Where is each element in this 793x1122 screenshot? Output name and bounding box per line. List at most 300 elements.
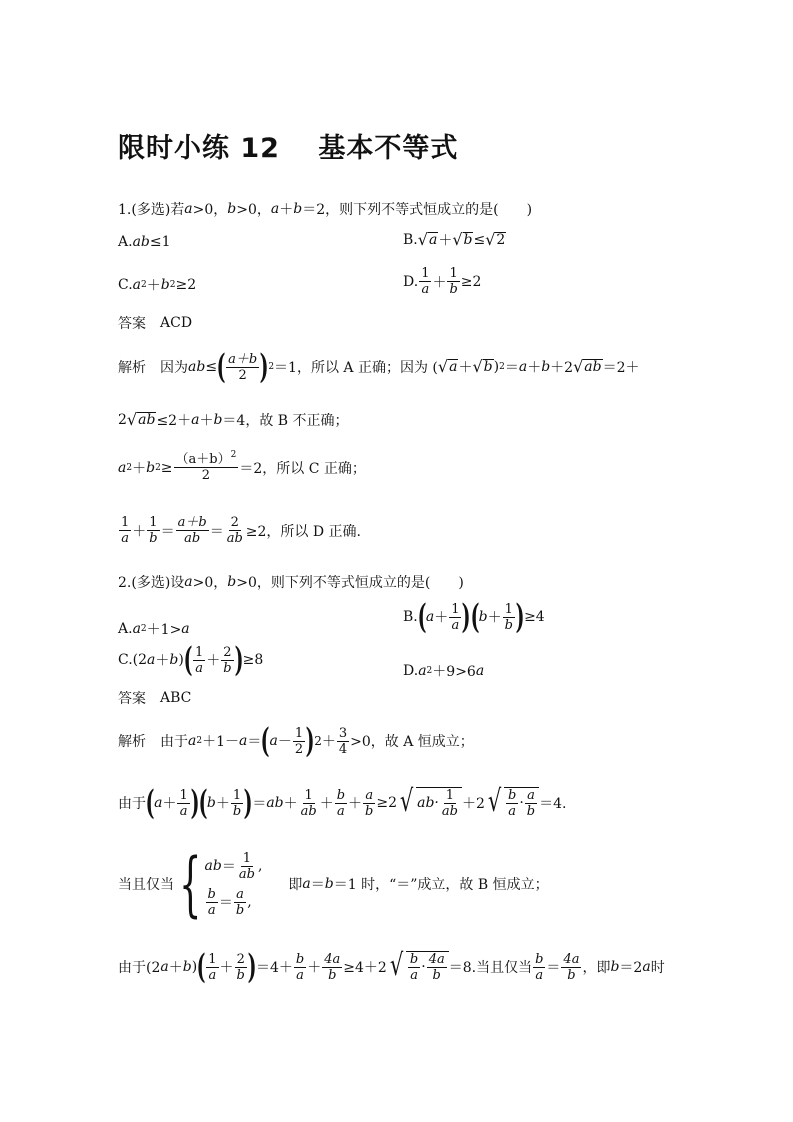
q1-analysis-line-3: a 2 ＋ b 2 ≥ $\frac{(a+b)^2}{2}$ ＝2，所以 C 正确； xyxy=(118,450,366,483)
math-fragment: ，即 xyxy=(582,960,611,976)
math-fragment: ＝1 时，“＝”成立，故 B 恒成立； xyxy=(333,877,549,893)
fraction xyxy=(506,788,518,819)
math-fragment: ＋ xyxy=(527,360,542,376)
math-fragment: a xyxy=(121,531,130,546)
radical xyxy=(485,784,539,819)
math-fragment: √ xyxy=(487,784,502,819)
math-fragment: ) xyxy=(178,652,184,668)
math-fragment: ＋ xyxy=(458,360,473,376)
fraction xyxy=(337,726,349,757)
math-fragment: b xyxy=(535,951,544,967)
fraction xyxy=(447,266,459,297)
math-fragment: √ xyxy=(389,948,404,983)
math-fragment: ab xyxy=(226,531,243,546)
math-fragment: ab xyxy=(188,359,206,375)
math-fragment: a xyxy=(239,733,248,749)
math-fragment xyxy=(495,232,506,248)
math-fragment xyxy=(504,787,539,819)
math-fragment: a xyxy=(188,733,197,749)
math-fragment: b xyxy=(541,359,551,375)
radical xyxy=(387,948,449,983)
math-fragment: 因为 xyxy=(160,360,188,376)
q1-option-d xyxy=(403,266,481,297)
math-fragment: a xyxy=(428,232,438,248)
math-fragment: a xyxy=(184,201,193,217)
math-fragment: a xyxy=(132,277,142,293)
math-fragment: a xyxy=(425,609,435,625)
math-fragment: ≥2 xyxy=(376,795,397,811)
math-fragment: a xyxy=(191,412,200,428)
math-fragment: b xyxy=(526,804,536,819)
math-fragment: ) xyxy=(493,359,500,375)
math-fragment: ≥8 xyxy=(242,652,264,668)
fraction xyxy=(237,851,257,882)
math-fragment: a xyxy=(184,574,193,590)
math-fragment: a xyxy=(296,967,304,983)
math-fragment: B. xyxy=(403,609,418,625)
math-fragment: ＋ xyxy=(199,413,214,429)
math-fragment: ABC xyxy=(160,690,192,706)
fraction xyxy=(525,788,537,819)
fraction xyxy=(206,887,218,918)
math-fragment: ≥2 xyxy=(175,277,197,293)
math-fragment: b xyxy=(449,282,458,297)
math-fragment: a xyxy=(421,282,430,297)
q1-option-a xyxy=(118,234,171,250)
math-fragment: √ xyxy=(399,784,414,819)
fraction xyxy=(299,788,319,819)
math-fragment: a xyxy=(147,652,156,668)
fraction xyxy=(119,515,131,546)
math-fragment: ＋2 xyxy=(461,796,485,812)
parenthesis: ( xyxy=(470,597,480,637)
math-fragment: b xyxy=(432,968,441,983)
math-fragment: a xyxy=(518,359,528,375)
q2-stem xyxy=(118,572,464,592)
math-fragment: 1 xyxy=(504,601,513,617)
math-fragment: ab xyxy=(204,858,222,874)
radical xyxy=(472,359,493,375)
math-fragment: √ xyxy=(417,230,428,249)
math-fragment: a xyxy=(410,968,418,983)
math-fragment: ab xyxy=(584,359,602,375)
math-fragment: ＝2 xyxy=(619,960,643,976)
math-fragment xyxy=(205,848,263,920)
math-fragment: a xyxy=(208,967,217,983)
math-fragment: · xyxy=(519,795,524,811)
math-fragment: a xyxy=(535,967,544,983)
math-fragment: 1 xyxy=(194,644,204,660)
math-fragment: b xyxy=(504,617,513,633)
math-fragment: b xyxy=(169,652,179,668)
math-fragment: ＝ xyxy=(546,960,561,976)
math-fragment: a xyxy=(236,886,244,902)
math-fragment xyxy=(406,951,449,983)
math-fragment: ＋ xyxy=(307,960,322,976)
math-fragment xyxy=(137,412,156,428)
math-fragment: ＝ xyxy=(209,523,224,540)
math-fragment: √ xyxy=(472,357,483,376)
math-fragment: ＋ xyxy=(348,796,363,812)
radical xyxy=(397,784,462,819)
math-fragment xyxy=(174,452,239,468)
math-fragment: ≤ xyxy=(473,232,486,248)
q1-option-c: C. a 2 ＋ b 2 ≥2 xyxy=(118,277,197,294)
math-fragment: a xyxy=(475,663,485,679)
math-fragment: b xyxy=(235,902,245,918)
math-fragment: a xyxy=(154,795,163,811)
math-fragment: ab xyxy=(138,412,156,428)
math-fragment: ) xyxy=(191,959,198,975)
math-fragment: · xyxy=(421,959,426,975)
math-fragment: 即 xyxy=(288,877,303,893)
fraction xyxy=(335,788,347,819)
math-fragment xyxy=(483,359,494,375)
math-fragment: 解析 xyxy=(118,360,146,376)
math-fragment: >0， xyxy=(236,202,271,218)
q1-answer xyxy=(118,313,192,333)
math-fragment: 2 xyxy=(294,741,304,757)
math-fragment: ≤ xyxy=(205,359,218,375)
math-fragment: , xyxy=(257,858,263,874)
math-fragment: ab xyxy=(441,804,458,819)
q2-option-a: A. a 2 ＋1> a xyxy=(118,621,190,638)
math-fragment: ≥ xyxy=(160,459,173,476)
fraction xyxy=(363,788,375,819)
math-fragment: 答案 xyxy=(118,691,146,707)
fraction xyxy=(147,515,159,546)
math-fragment: 2.(多选)设 xyxy=(118,575,185,591)
q2-analysis-line-4 xyxy=(118,947,665,987)
math-fragment: ab xyxy=(132,234,150,250)
fraction xyxy=(533,952,545,983)
q2-option-d: D. a 2 ＋9>6 a xyxy=(403,663,485,680)
math-fragment: b xyxy=(232,803,242,819)
math-fragment: ＋ xyxy=(132,460,147,477)
math-fragment: √ xyxy=(437,357,449,376)
math-fragment: ＝2，则下列不等式恒成立的是( ) xyxy=(302,202,533,218)
fraction xyxy=(193,645,205,676)
math-fragment: ＋ xyxy=(146,278,161,294)
math-fragment: a xyxy=(160,959,169,975)
math-fragment: a xyxy=(269,733,278,749)
math-fragment: √ xyxy=(452,230,463,249)
math-fragment: √ xyxy=(126,410,138,429)
math-fragment: a xyxy=(195,660,203,676)
math-fragment: >0， xyxy=(192,575,228,591)
fraction xyxy=(176,515,209,546)
radical xyxy=(452,232,473,248)
math-fragment xyxy=(448,359,458,375)
radical xyxy=(573,359,603,375)
q1-stem xyxy=(118,199,532,219)
math-fragment: b xyxy=(146,459,156,476)
q2-analysis-line-1: 解析 由于 a 2 ＋1－ a ＝ ( a － $\frac{1}{2}$ ) 2 ＋ $\frac{3}{4}$ >0，故 A 恒成立； xyxy=(118,721,474,761)
parenthesis: ( xyxy=(198,783,208,823)
math-fragment: a xyxy=(336,803,345,819)
q1-analysis-line-4 xyxy=(118,515,361,546)
math-fragment: ＋ xyxy=(132,523,147,540)
math-fragment: a xyxy=(207,902,216,918)
math-fragment: a xyxy=(365,787,374,803)
math-fragment: ≤1 xyxy=(149,234,171,250)
fraction xyxy=(561,952,581,983)
math-fragment: b xyxy=(295,951,305,967)
math-fragment: a xyxy=(132,621,141,637)
math-fragment: b xyxy=(567,967,576,983)
math-fragment: 2 xyxy=(223,644,232,660)
math-fragment: ＝ xyxy=(221,859,236,875)
parenthesis: ( xyxy=(183,640,193,680)
math-fragment: 1 xyxy=(208,951,217,967)
math-fragment: ≤2＋ xyxy=(156,413,192,429)
math-fragment: a xyxy=(451,617,460,633)
q1-option-b xyxy=(403,230,506,250)
math-fragment: ＝4＋ xyxy=(255,960,293,976)
math-fragment: a＋b xyxy=(177,515,207,530)
math-fragment xyxy=(428,232,438,248)
fraction xyxy=(427,952,447,983)
math-fragment: ab xyxy=(300,803,317,819)
math-fragment: ＋ xyxy=(487,610,502,626)
fraction xyxy=(449,602,461,633)
math-fragment: b xyxy=(610,959,620,975)
math-fragment: a xyxy=(418,663,427,679)
math-fragment: 1.(多选)若 xyxy=(118,202,185,218)
math-fragment: b xyxy=(478,609,488,625)
math-fragment: ＋ xyxy=(321,734,336,750)
math-fragment: ＋ xyxy=(279,202,294,218)
math-fragment: 2 xyxy=(201,468,211,483)
math-fragment xyxy=(416,787,462,819)
math-fragment: >0，故 A 恒成立； xyxy=(350,734,474,750)
math-fragment: D. xyxy=(403,663,419,679)
radical xyxy=(438,359,459,375)
math-fragment: ≥2 xyxy=(460,273,482,290)
parenthesis: ( xyxy=(196,947,206,987)
math-fragment: ＋ xyxy=(432,274,447,291)
math-fragment: B. xyxy=(403,232,418,248)
math-fragment: 1 xyxy=(304,787,313,803)
math-fragment: ＝2，所以 C 正确； xyxy=(239,460,366,477)
math-fragment: b xyxy=(160,277,170,293)
math-fragment: 由于 xyxy=(160,734,188,750)
parenthesis: ) xyxy=(259,347,269,387)
math-fragment: A. xyxy=(118,234,133,250)
math-fragment: b xyxy=(236,967,245,983)
math-fragment: 1 xyxy=(232,787,242,803)
math-fragment: ＋9>6 xyxy=(432,664,476,680)
math-fragment: b xyxy=(213,412,223,428)
math-fragment: － xyxy=(277,734,292,750)
math-fragment: ＝4. xyxy=(539,796,567,812)
math-fragment: b xyxy=(223,660,232,676)
math-fragment: 1 xyxy=(242,850,252,866)
q2-analysis-line-3 xyxy=(118,843,549,925)
math-fragment: b xyxy=(336,787,346,803)
q2-option-c xyxy=(118,640,264,680)
fraction xyxy=(206,952,218,983)
math-fragment: 1 xyxy=(451,601,460,617)
exponent: 2 xyxy=(230,450,237,460)
math-fragment: >0，则下列不等式恒成立的是( ) xyxy=(236,575,464,591)
math-fragment: C. xyxy=(118,277,133,293)
math-fragment: 1 xyxy=(294,725,304,741)
math-fragment: b xyxy=(409,952,419,967)
math-fragment: b xyxy=(324,876,334,892)
math-fragment: ＋ xyxy=(438,233,453,249)
math-fragment: b xyxy=(508,788,517,803)
math-fragment: √ xyxy=(485,230,496,249)
math-fragment: ＋ xyxy=(168,960,183,976)
math-fragment: ＋ xyxy=(215,796,230,812)
radical xyxy=(418,232,439,248)
q1-analysis-line-2 xyxy=(118,410,349,430)
math-fragment: a xyxy=(181,621,190,637)
math-fragment: ＋ xyxy=(155,653,170,669)
math-fragment: ≥4＋2 xyxy=(343,960,387,976)
math-fragment: 1 xyxy=(179,787,188,803)
math-fragment: a xyxy=(179,803,188,819)
math-fragment: ≥4 xyxy=(524,609,545,625)
math-fragment: ≥2，所以 D 正确. xyxy=(245,523,361,540)
math-fragment: 2 xyxy=(118,412,127,428)
math-fragment xyxy=(583,359,602,375)
math-fragment: a xyxy=(449,359,458,375)
math-fragment: A. xyxy=(118,621,133,637)
math-fragment: 3 xyxy=(338,725,348,741)
math-fragment: b xyxy=(227,574,237,590)
math-fragment: a xyxy=(270,201,280,217)
math-fragment: ＝1，所以 A 正确；因为 ( xyxy=(274,360,438,376)
math-fragment: ＝ xyxy=(310,877,325,893)
math-fragment: 4a xyxy=(563,951,580,967)
page-title: 限时小练 12 基本不等式 xyxy=(118,133,459,164)
math-fragment: 2 xyxy=(496,232,506,248)
math-fragment: b xyxy=(483,359,493,375)
fraction xyxy=(231,788,243,819)
math-fragment: ＋ xyxy=(219,960,234,976)
math-fragment: ＝8.当且仅当 xyxy=(448,960,533,976)
math-fragment: 1 xyxy=(421,266,430,281)
fraction xyxy=(294,952,306,983)
math-fragment xyxy=(205,884,263,920)
q2-answer xyxy=(118,688,191,708)
math-fragment: 4 xyxy=(338,741,348,757)
math-fragment: ab· xyxy=(417,795,439,811)
radical xyxy=(485,232,506,248)
parenthesis: ) xyxy=(247,947,257,987)
fraction xyxy=(225,515,245,546)
fraction xyxy=(293,726,305,757)
q2-option-b xyxy=(403,597,545,637)
fraction xyxy=(174,452,239,483)
math-fragment: ＝ xyxy=(160,523,175,540)
math-fragment: >0， xyxy=(192,202,228,218)
math-fragment: ACD xyxy=(160,315,193,331)
math-fragment: ＋ xyxy=(434,610,449,626)
radical xyxy=(127,412,157,428)
fraction xyxy=(234,887,246,918)
fraction xyxy=(322,952,342,983)
math-fragment: 解析 xyxy=(118,734,146,750)
math-fragment: ＝ xyxy=(252,796,267,812)
math-fragment: a＋b xyxy=(228,351,258,367)
math-fragment: b xyxy=(227,201,237,217)
math-fragment: ＝2＋ xyxy=(602,360,640,376)
math-fragment: 时 xyxy=(650,960,665,976)
parenthesis: ) xyxy=(243,783,253,823)
q1-analysis-line-1: 解析 因为 ab ≤ ( $\frac{a+b}{2}$ ) 2 ＝1，所以 A 正确；因为 ( √ a ＋ √ b ) 2 ＝ a ＋ b ＋2 √ ab ＝2＋ xyxy=(118,347,640,387)
math-fragment: ＋ xyxy=(206,653,221,669)
fraction xyxy=(177,788,189,819)
math-fragment: ＋ xyxy=(319,796,334,812)
math-fragment: ＝ xyxy=(218,895,233,911)
math-fragment: 1 xyxy=(449,266,458,281)
math-fragment: 1 xyxy=(149,515,158,530)
fraction xyxy=(419,266,431,297)
math-fragment: b xyxy=(149,531,158,546)
math-fragment xyxy=(463,232,474,248)
math-fragment: ＋ xyxy=(283,796,298,812)
math-fragment: b xyxy=(182,959,192,975)
math-fragment: 4a xyxy=(324,951,341,967)
fraction xyxy=(235,952,247,983)
math-fragment: D. xyxy=(403,273,419,290)
brace: { xyxy=(179,843,202,925)
math-fragment: 答案 xyxy=(118,316,146,332)
math-fragment: a xyxy=(508,804,517,819)
math-fragment: 2 xyxy=(236,951,245,967)
math-fragment: 2 xyxy=(230,515,239,530)
math-fragment: 1 xyxy=(121,515,130,530)
math-fragment: b xyxy=(293,201,303,217)
fraction xyxy=(221,645,233,676)
math-fragment: , xyxy=(247,894,252,910)
math-fragment: ＝ xyxy=(247,734,262,750)
fraction xyxy=(440,788,460,819)
math-fragment: 2 xyxy=(238,367,247,383)
math-fragment: ＋2 xyxy=(550,360,574,376)
math-fragment: a xyxy=(527,788,535,803)
math-fragment: √ xyxy=(573,357,584,376)
math-fragment: C.(2 xyxy=(118,652,148,668)
parenthesis: ( xyxy=(417,597,427,637)
math-fragment: ＝4，故 B 不正确； xyxy=(222,413,349,429)
parenthesis: ) xyxy=(305,721,315,761)
math-fragment: b xyxy=(206,795,216,811)
parenthesis: ) xyxy=(190,783,200,823)
q2-analysis-line-2 xyxy=(118,783,567,823)
math-fragment: 由于 xyxy=(118,796,146,812)
parenthesis: ( xyxy=(260,721,270,761)
math-fragment: 1 xyxy=(445,788,455,803)
math-fragment: a xyxy=(118,459,127,476)
math-fragment: ab xyxy=(238,866,255,882)
parenthesis: ) xyxy=(234,640,244,680)
math-fragment: ab xyxy=(266,795,284,811)
math-fragment: a xyxy=(302,876,311,892)
math-fragment: b xyxy=(463,232,473,248)
math-fragment: b xyxy=(328,967,337,983)
fraction xyxy=(226,352,259,383)
math-fragment: ＝ xyxy=(504,360,519,376)
math-fragment xyxy=(205,848,263,884)
math-fragment: ＋1> xyxy=(146,622,182,638)
math-fragment: （a＋b） xyxy=(175,452,231,467)
math-fragment: b xyxy=(365,803,374,819)
math-fragment: 4a xyxy=(428,952,445,967)
